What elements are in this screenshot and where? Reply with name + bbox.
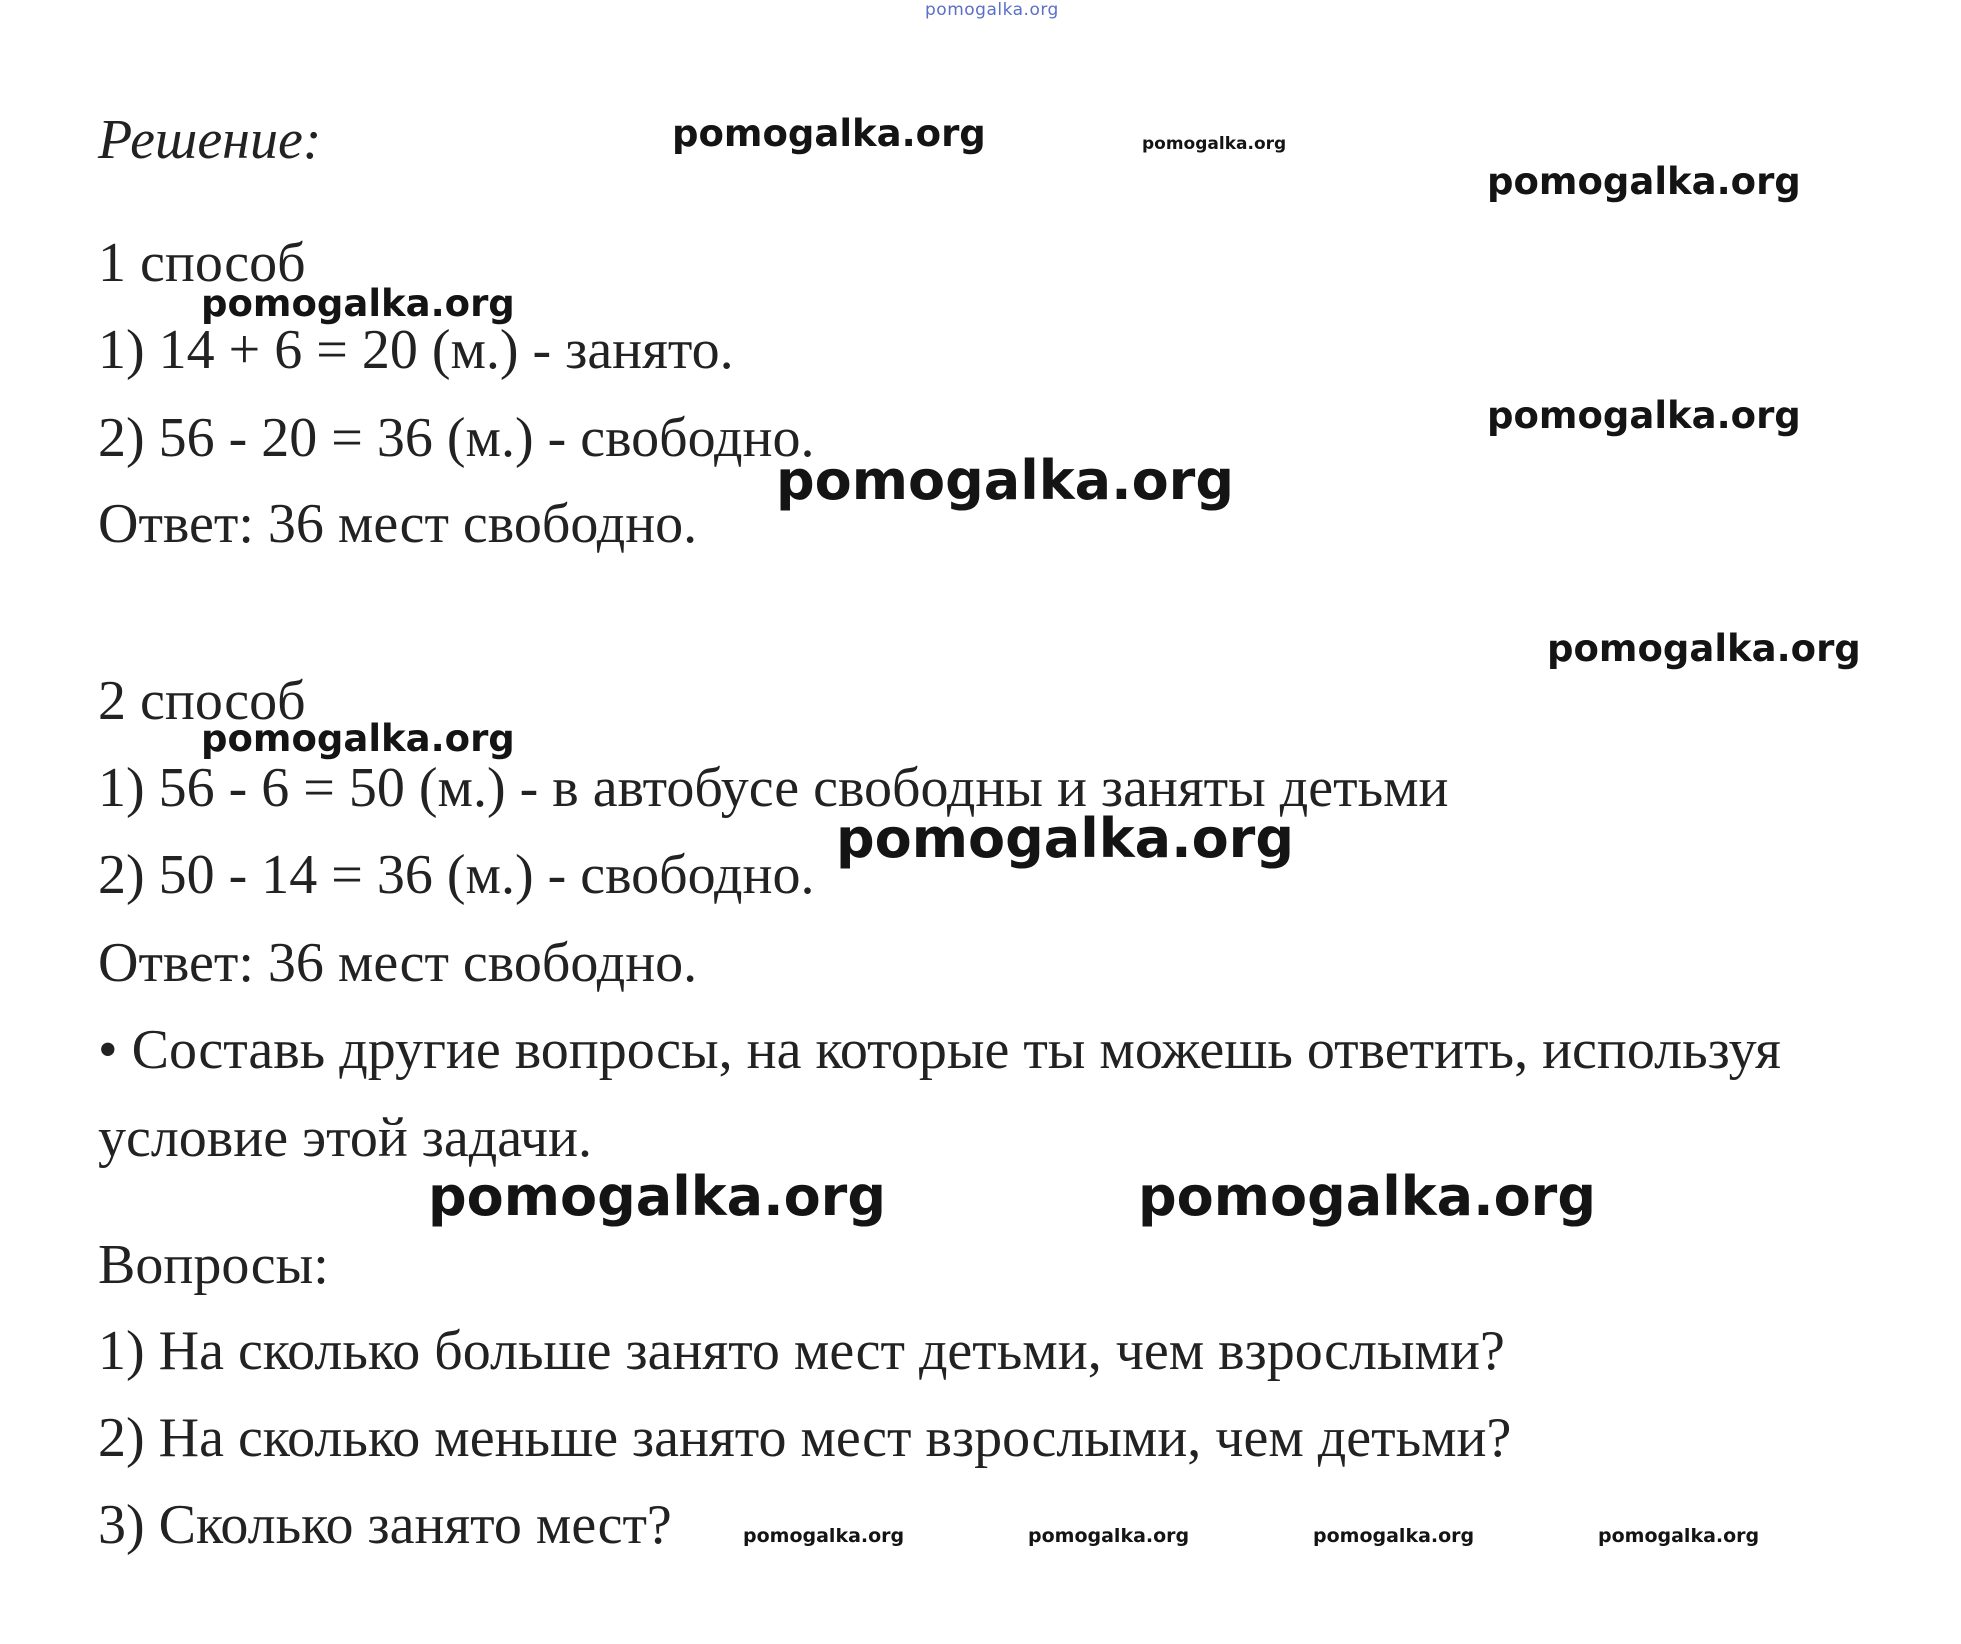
watermark: pomogalka.org [776, 449, 1234, 512]
watermark: pomogalka.org [1598, 1525, 1760, 1547]
questions-title: Вопросы: [98, 1234, 329, 1296]
question-2: 2) На сколько меньше занято мест взрослыми, чем детьми? [98, 1407, 1512, 1469]
task-line-1: • Составь другие вопросы, на которые ты можешь ответить, используя [98, 1019, 1781, 1081]
method2-title: 2 способ [98, 670, 306, 732]
watermark: pomogalka.org [1138, 1165, 1596, 1228]
method1-step2: 2) 56 - 20 = 36 (м.) - свободно. [98, 407, 815, 469]
method1-step1: 1) 14 + 6 = 20 (м.) - занято. [98, 319, 734, 381]
method2-step1: 1) 56 - 6 = 50 (м.) - в автобусе свободны и заняты детьми [98, 757, 1449, 819]
watermark: pomogalka.org [428, 1165, 886, 1228]
method1-answer: Ответ: 36 мест свободно. [98, 493, 698, 555]
method2-answer: Ответ: 36 мест свободно. [98, 932, 698, 994]
watermark: pomogalka.org [1313, 1525, 1475, 1547]
watermark: pomogalka.org [201, 282, 515, 325]
task-line-2: условие этой задачи. [98, 1107, 593, 1169]
watermark: pomogalka.org [836, 807, 1294, 870]
question-1: 1) На сколько больше занято мест детьми, чем взрослыми? [98, 1320, 1505, 1382]
header-watermark: pomogalka.org [925, 0, 1059, 20]
watermark: pomogalka.org [1547, 627, 1861, 670]
watermark: pomogalka.org [1487, 160, 1801, 203]
method2-step2: 2) 50 - 14 = 36 (м.) - свободно. [98, 844, 815, 906]
watermark: pomogalka.org [201, 717, 515, 760]
watermark: pomogalka.org [672, 112, 986, 155]
solution-heading: Решение: [98, 109, 322, 171]
watermark: pomogalka.org [1142, 134, 1287, 154]
method1-title: 1 способ [98, 232, 306, 294]
watermark: pomogalka.org [1028, 1525, 1190, 1547]
watermark: pomogalka.org [743, 1525, 905, 1547]
question-3: 3) Сколько занято мест? [98, 1494, 672, 1556]
watermark: pomogalka.org [1487, 394, 1801, 437]
